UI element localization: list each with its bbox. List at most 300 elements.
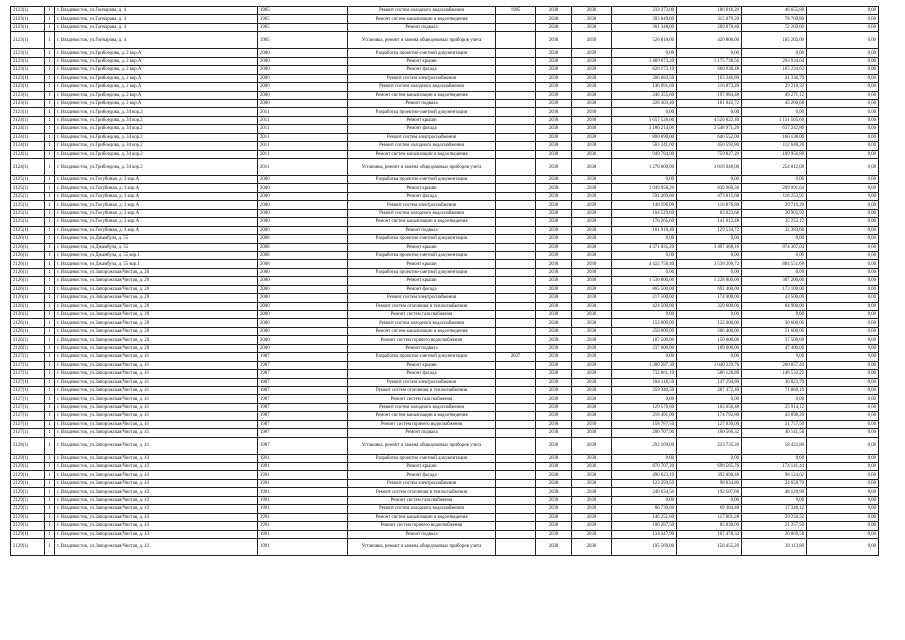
total-cost-cell: 134 347,90 — [612, 530, 677, 538]
address-cell: г. Владивосток, ул.Гончарова, д. 4 — [55, 23, 258, 31]
total-cost-cell: 732 661,10 — [612, 370, 677, 378]
extra-year-cell: 2037 — [496, 353, 536, 361]
address-cell: г. Владивосток, ул.Запорожская/Чистая, д. 20 — [55, 302, 258, 310]
work-type-cell: Ремонт систем канализации и водоотведения — [348, 218, 496, 226]
total-cost-cell: 490 623,10 — [612, 471, 677, 479]
table-row — [11, 83, 879, 91]
row-number-cell: 1 — [45, 353, 55, 361]
owner-cost-cell: 0,00 — [742, 176, 807, 184]
table-row — [11, 505, 879, 513]
fund-cost-cell: 420 808,00 — [677, 32, 742, 49]
row-id-cell: 2126(1) — [11, 319, 45, 327]
fund-cost-cell: 339 600,00 — [677, 302, 742, 310]
plan-year-end-cell: 2038 — [572, 83, 612, 91]
owner-cost-cell: 29 250,32 — [742, 513, 807, 521]
address-cell: г. Владивосток, ул.Голубиная, д. 3 кор.А — [55, 226, 258, 234]
owner-cost-cell: 112 648,20 — [742, 142, 807, 150]
owner-cost-cell: 29 719,20 — [742, 201, 807, 209]
extra-year-cell: 1985 — [496, 7, 536, 15]
work-type-cell: Ремонт крыши — [348, 57, 496, 65]
other-cost-cell: 0,00 — [807, 192, 879, 200]
build-year-cell: 2000 — [258, 344, 348, 352]
table-row — [11, 412, 879, 420]
plan-year-end-cell: 2038 — [572, 463, 612, 471]
build-year-cell: 2000 — [258, 319, 348, 327]
plan-year-end-cell: 2038 — [572, 311, 612, 319]
owner-cost-cell: 260 057,44 — [742, 361, 807, 369]
row-id-cell: 2129(1) — [11, 479, 45, 487]
owner-cost-cell: 24 658,70 — [742, 479, 807, 487]
other-cost-cell: 0,00 — [807, 386, 879, 394]
fund-cost-cell: 0,00 — [677, 454, 742, 462]
other-cost-cell: 0,00 — [807, 471, 879, 479]
plan-year-end-cell: 2038 — [572, 235, 612, 243]
address-cell: г. Владивосток, ул.Джамбула, д. 55 кор.1 — [55, 251, 258, 259]
other-cost-cell: 0,00 — [807, 74, 879, 82]
plan-year-start-cell: 2038 — [536, 235, 572, 243]
owner-cost-cell: 189 956,80 — [742, 150, 807, 158]
plan-year-start-cell: 2038 — [536, 125, 572, 133]
row-id-cell: 2129(1) — [11, 463, 45, 471]
plan-year-end-cell: 2038 — [572, 378, 612, 386]
address-cell: г. Владивосток, ул.Грибоедова, д. 34 кор.2 — [55, 116, 258, 124]
owner-cost-cell: 21 257,50 — [742, 522, 807, 530]
row-number-cell: 1 — [45, 57, 55, 65]
plan-year-end-cell: 2038 — [572, 285, 612, 293]
plan-year-end-cell: 2038 — [572, 277, 612, 285]
fund-cost-cell: 98 634,80 — [677, 479, 742, 487]
extra-year-cell — [496, 336, 536, 344]
total-cost-cell: 184 118,50 — [612, 378, 677, 386]
total-cost-cell: 217 500,00 — [612, 294, 677, 302]
plan-year-end-cell: 2038 — [572, 57, 612, 65]
row-number-cell: 1 — [45, 344, 55, 352]
table-row — [11, 91, 879, 99]
owner-cost-cell: 37 500,00 — [742, 336, 807, 344]
total-cost-cell: 0,00 — [612, 49, 677, 57]
row-id-cell: 2123(1) — [11, 74, 45, 82]
work-type-cell: Ремонт систем холодного водоснабжения — [348, 505, 496, 513]
fund-cost-cell: 3 497 468,16 — [677, 243, 742, 251]
work-type-cell: Разработка проектно-сметной документации — [348, 251, 496, 259]
address-cell: г. Владивосток, ул.Запорожская/Чистая, д. 41 — [55, 370, 258, 378]
fund-cost-cell: 692 400,00 — [677, 285, 742, 293]
row-id-cell: 2126(1) — [11, 327, 45, 335]
row-number-cell: 1 — [45, 15, 55, 23]
plan-year-end-cell: 2038 — [572, 209, 612, 217]
other-cost-cell: 0,00 — [807, 522, 879, 530]
address-cell: г. Владивосток, ул.Грибоедова, д. 2 кор.А — [55, 49, 258, 57]
build-year-cell: 2000 — [258, 226, 348, 234]
plan-year-end-cell: 2038 — [572, 251, 612, 259]
owner-cost-cell: 48 126,90 — [742, 488, 807, 496]
row-number-cell: 1 — [45, 243, 55, 251]
address-cell: г. Владивосток, ул.Запорожская/Чистая, д. 41 — [55, 412, 258, 420]
table-row — [11, 192, 879, 200]
address-cell: г. Владивосток, ул.Джамбула, д. 55 — [55, 235, 258, 243]
table-row — [11, 437, 879, 454]
row-number-cell: 1 — [45, 49, 55, 57]
extra-year-cell — [496, 302, 536, 310]
other-cost-cell: 0,00 — [807, 150, 879, 158]
plan-year-end-cell: 2038 — [572, 370, 612, 378]
row-id-cell: 2129(1) — [11, 488, 45, 496]
plan-year-start-cell: 2038 — [536, 201, 572, 209]
row-id-cell: 2124(1) — [11, 133, 45, 141]
other-cost-cell: 0,00 — [807, 336, 879, 344]
address-cell: г. Владивосток, ул.Запорожская/Чистая, д. 41 — [55, 403, 258, 411]
owner-cost-cell: 0,00 — [742, 496, 807, 504]
build-year-cell: 1985 — [258, 23, 348, 31]
work-type-cell: Ремонт систем канализации и водоотведения — [348, 150, 496, 158]
extra-year-cell — [496, 370, 536, 378]
row-number-cell: 1 — [45, 99, 55, 107]
address-cell: г. Владивосток, ул.Грибоедова, д. 34 кор.2 — [55, 150, 258, 158]
plan-year-start-cell: 2038 — [536, 302, 572, 310]
total-cost-cell: 0,00 — [612, 395, 677, 403]
table-row — [11, 32, 879, 49]
address-cell: г. Владивосток, ул.Запорожская/Чистая, д. 20 — [55, 344, 258, 352]
row-number-cell: 1 — [45, 133, 55, 141]
address-cell: г. Владивосток, ул.Запорожская/Чистая, д. 41 — [55, 420, 258, 428]
plan-year-start-cell: 2038 — [536, 496, 572, 504]
total-cost-cell: 106 287,50 — [612, 522, 677, 530]
owner-cost-cell: 51 600,00 — [742, 327, 807, 335]
row-number-cell: 1 — [45, 403, 55, 411]
other-cost-cell: 0,00 — [807, 184, 879, 192]
plan-year-end-cell: 2038 — [572, 99, 612, 107]
plan-year-start-cell: 2038 — [536, 184, 572, 192]
work-type-cell: Ремонт подвала — [348, 226, 496, 234]
build-year-cell: 2000 — [258, 201, 348, 209]
table-row — [11, 378, 879, 386]
fund-cost-cell: 174 000,00 — [677, 294, 742, 302]
table-row — [11, 235, 879, 243]
work-type-cell: Ремонт крыши — [348, 361, 496, 369]
plan-year-start-cell: 2038 — [536, 15, 572, 23]
plan-year-start-cell: 2038 — [536, 336, 572, 344]
table-row — [11, 429, 879, 437]
plan-year-end-cell: 2038 — [572, 386, 612, 394]
row-number-cell: 1 — [45, 74, 55, 82]
owner-cost-cell: 35 253,12 — [742, 218, 807, 226]
build-year-cell: 1991 — [258, 505, 348, 513]
row-number-cell: 1 — [45, 201, 55, 209]
plan-year-end-cell: 2038 — [572, 294, 612, 302]
plan-year-start-cell: 2038 — [536, 463, 572, 471]
row-id-cell: 2126(1) — [11, 302, 45, 310]
total-cost-cell: 826 173,10 — [612, 66, 677, 74]
other-cost-cell: 0,00 — [807, 125, 879, 133]
row-id-cell: 2127(1) — [11, 370, 45, 378]
extra-year-cell — [496, 251, 536, 259]
address-cell: г. Владивосток, ул.Грибоедова, д. 34 кор.2 — [55, 108, 258, 116]
fund-cost-cell: 206 400,00 — [677, 327, 742, 335]
address-cell: г. Владивосток, ул.Грибоедова, д. 2 кор.А — [55, 74, 258, 82]
fund-cost-cell: 696 565,76 — [677, 463, 742, 471]
other-cost-cell: 0,00 — [807, 285, 879, 293]
plan-year-start-cell: 2038 — [536, 159, 572, 176]
plan-year-start-cell: 2038 — [536, 142, 572, 150]
address-cell: г. Владивосток, ул.Гончарова, д. 4 — [55, 15, 258, 23]
other-cost-cell: 0,00 — [807, 437, 879, 454]
other-cost-cell: 0,00 — [807, 311, 879, 319]
row-id-cell: 2127(1) — [11, 353, 45, 361]
extra-year-cell — [496, 150, 536, 158]
extra-year-cell — [496, 184, 536, 192]
build-year-cell: 2000 — [258, 302, 348, 310]
address-cell: г. Владивосток, ул.Запорожская/Чистая, д. 41 — [55, 386, 258, 394]
address-cell: г. Владивосток, ул.Грибоедова, д. 34 кор.2 — [55, 142, 258, 150]
row-number-cell: 1 — [45, 116, 55, 124]
owner-cost-cell: 174 141,44 — [742, 463, 807, 471]
fund-cost-cell: 287 472,40 — [677, 386, 742, 394]
fund-cost-cell: 0,00 — [677, 251, 742, 259]
row-number-cell: 1 — [45, 319, 55, 327]
total-cost-cell: 0,00 — [612, 108, 677, 116]
row-number-cell: 1 — [45, 251, 55, 259]
work-type-cell: Ремонт систем горячего водоснабжения — [348, 522, 496, 530]
other-cost-cell: 0,00 — [807, 488, 879, 496]
address-cell: г. Владивосток, ул.Запорожская/Чистая, д. 41 — [55, 395, 258, 403]
address-cell: г. Владивосток, ул.Грибоедова, д. 34 кор.2 — [55, 125, 258, 133]
other-cost-cell: 0,00 — [807, 49, 879, 57]
owner-cost-cell: 209 991,64 — [742, 184, 807, 192]
work-type-cell: Ремонт систем горячего водоснабжения — [348, 420, 496, 428]
row-id-cell: 2129(1) — [11, 538, 45, 555]
total-cost-cell: 563 241,00 — [612, 142, 677, 150]
address-cell: г. Владивосток, ул.Запорожская/Чистая, д. 20 — [55, 268, 258, 276]
work-type-cell: Ремонт подвала — [348, 99, 496, 107]
owner-cost-cell: 105 202,00 — [742, 32, 807, 49]
total-cost-cell: 0,00 — [612, 496, 677, 504]
fund-cost-cell: 586 128,88 — [677, 370, 742, 378]
total-cost-cell: 424 500,00 — [612, 302, 677, 310]
build-year-cell: 1987 — [258, 370, 348, 378]
build-year-cell: 2008 — [258, 251, 348, 259]
owner-cost-cell: 884 551,68 — [742, 260, 807, 268]
owner-cost-cell: 39 113,80 — [742, 538, 807, 555]
other-cost-cell: 0,00 — [807, 395, 879, 403]
fund-cost-cell: 192 507,60 — [677, 488, 742, 496]
plan-year-start-cell: 2038 — [536, 74, 572, 82]
plan-year-end-cell: 2038 — [572, 327, 612, 335]
total-cost-cell: 226 303,40 — [612, 99, 677, 107]
plan-year-start-cell: 2038 — [536, 91, 572, 99]
owner-cost-cell: 29 218,32 — [742, 83, 807, 91]
table-row — [11, 538, 879, 555]
total-cost-cell: 0,00 — [612, 353, 677, 361]
address-cell: г. Владивосток, ул.Грибоедова, д. 2 кор.А — [55, 83, 258, 91]
total-cost-cell: 1 536 000,00 — [612, 277, 677, 285]
plan-year-start-cell: 2038 — [536, 429, 572, 437]
address-cell: г. Владивосток, ул.Запорожская/Чистая, д. 43 — [55, 488, 258, 496]
row-number-cell: 1 — [45, 454, 55, 462]
total-cost-cell: 4 422 758,40 — [612, 260, 677, 268]
other-cost-cell: 0,00 — [807, 133, 879, 141]
fund-cost-cell: 839 966,56 — [677, 184, 742, 192]
row-number-cell: 1 — [45, 496, 55, 504]
total-cost-cell: 187 500,00 — [612, 336, 677, 344]
address-cell: г. Владивосток, ул.Джамбула, д. 55 — [55, 243, 258, 251]
row-id-cell: 2129(1) — [11, 530, 45, 538]
total-cost-cell: 148 596,00 — [612, 201, 677, 209]
row-id-cell: 2124(1) — [11, 150, 45, 158]
plan-year-end-cell: 2038 — [572, 201, 612, 209]
work-type-cell: Ремонт систем канализации и водоотведения — [348, 327, 496, 335]
work-type-cell: Ремонт систем электроснабжения — [348, 479, 496, 487]
build-year-cell: 1991 — [258, 479, 348, 487]
row-id-cell: 2129(1) — [11, 505, 45, 513]
other-cost-cell: 0,00 — [807, 429, 879, 437]
row-number-cell: 1 — [45, 336, 55, 344]
build-year-cell: 1987 — [258, 437, 348, 454]
address-cell: г. Владивосток, ул.Грибоедова, д. 2 кор.А — [55, 99, 258, 107]
table-row — [11, 57, 879, 65]
extra-year-cell — [496, 57, 536, 65]
row-number-cell: 1 — [45, 142, 55, 150]
owner-cost-cell: 41 336,70 — [742, 74, 807, 82]
total-cost-cell: 104 529,60 — [612, 209, 677, 217]
work-type-cell: Ремонт фасада — [348, 285, 496, 293]
work-type-cell: Ремонт систем канализации и водоотведения — [348, 15, 496, 23]
fund-cost-cell: 103 656,48 — [677, 403, 742, 411]
total-cost-cell: 1 469 673,20 — [612, 57, 677, 65]
work-type-cell: Ремонт систем холодного водоснабжения — [348, 209, 496, 217]
other-cost-cell: 0,00 — [807, 277, 879, 285]
fund-cost-cell: 660 938,48 — [677, 66, 742, 74]
row-id-cell: 2125(1) — [11, 184, 45, 192]
other-cost-cell: 0,00 — [807, 505, 879, 513]
fund-cost-cell: 233 735,20 — [677, 437, 742, 454]
plan-year-start-cell: 2038 — [536, 108, 572, 116]
build-year-cell: 1987 — [258, 420, 348, 428]
fund-cost-cell: 0,00 — [677, 353, 742, 361]
row-id-cell: 2127(1) — [11, 429, 45, 437]
fund-cost-cell: 117 001,28 — [677, 513, 742, 521]
address-cell: г. Владивосток, ул.Запорожская/Чистая, д. 43 — [55, 479, 258, 487]
fund-cost-cell: 2 548 971,20 — [677, 125, 742, 133]
plan-year-start-cell: 2038 — [536, 150, 572, 158]
table-row — [11, 133, 879, 141]
total-cost-cell: 146 091,60 — [612, 83, 677, 91]
work-type-cell: Ремонт систем электроснабжения — [348, 378, 496, 386]
total-cost-cell: 359 340,50 — [612, 386, 677, 394]
plan-year-end-cell: 2038 — [572, 243, 612, 251]
owner-cost-cell: 30 600,00 — [742, 319, 807, 327]
row-number-cell: 1 — [45, 505, 55, 513]
owner-cost-cell: 165 234,62 — [742, 66, 807, 74]
fund-cost-cell: 160 566,32 — [677, 429, 742, 437]
fund-cost-cell: 156 455,20 — [677, 538, 742, 555]
other-cost-cell: 0,00 — [807, 235, 879, 243]
extra-year-cell — [496, 159, 536, 176]
address-cell: г. Владивосток, ул.Голубиная, д. 3 кор.А — [55, 209, 258, 217]
build-year-cell: 1991 — [258, 530, 348, 538]
extra-year-cell — [496, 49, 536, 57]
plan-year-end-cell: 2038 — [572, 91, 612, 99]
total-cost-cell: 0,00 — [612, 454, 677, 462]
row-id-cell: 2123(1) — [11, 91, 45, 99]
build-year-cell: 2000 — [258, 83, 348, 91]
total-cost-cell: 86 730,60 — [612, 505, 677, 513]
build-year-cell: 1991 — [258, 513, 348, 521]
fund-cost-cell: 0,00 — [677, 395, 742, 403]
owner-cost-cell: 71 868,10 — [742, 386, 807, 394]
row-number-cell: 1 — [45, 32, 55, 49]
row-number-cell: 1 — [45, 226, 55, 234]
plan-year-end-cell: 2038 — [572, 159, 612, 176]
other-cost-cell: 0,00 — [807, 7, 879, 15]
plan-year-end-cell: 2038 — [572, 353, 612, 361]
row-id-cell: 2126(1) — [11, 243, 45, 251]
row-id-cell: 2126(1) — [11, 294, 45, 302]
fund-cost-cell: 150 000,00 — [677, 336, 742, 344]
address-cell: г. Владивосток, ул.Грибоедова, д. 34 кор.2 — [55, 159, 258, 176]
build-year-cell: 2000 — [258, 311, 348, 319]
row-id-cell: 2127(1) — [11, 361, 45, 369]
total-cost-cell: 4 371 835,20 — [612, 243, 677, 251]
fund-cost-cell: 129 534,72 — [677, 226, 742, 234]
fund-cost-cell: 122 400,00 — [677, 319, 742, 327]
total-cost-cell: 0,00 — [612, 311, 677, 319]
owner-cost-cell: 72 269,60 — [742, 23, 807, 31]
extra-year-cell — [496, 108, 536, 116]
build-year-cell: 1991 — [258, 496, 348, 504]
address-cell: г. Владивосток, ул.Запорожская/Чистая, д. 43 — [55, 522, 258, 530]
address-cell: г. Владивосток, ул.Голубиная, д. 3 кор.А — [55, 201, 258, 209]
other-cost-cell: 0,00 — [807, 454, 879, 462]
row-number-cell: 1 — [45, 285, 55, 293]
address-cell: г. Владивосток, ул.Запорожская/Чистая, д. 41 — [55, 429, 258, 437]
fund-cost-cell: 174 792,80 — [677, 412, 742, 420]
extra-year-cell — [496, 412, 536, 420]
table-row — [11, 7, 879, 15]
row-id-cell: 2127(1) — [11, 386, 45, 394]
table-row — [11, 49, 879, 57]
total-cost-cell: 123 293,50 — [612, 479, 677, 487]
address-cell: г. Владивосток, ул.Запорожская/Чистая, д. 43 — [55, 538, 258, 555]
row-id-cell: 2126(1) — [11, 251, 45, 259]
plan-year-start-cell: 2038 — [536, 361, 572, 369]
table-row — [11, 403, 879, 411]
plan-year-start-cell: 2038 — [536, 251, 572, 259]
owner-cost-cell: 118 253,92 — [742, 192, 807, 200]
total-cost-cell: 146 251,60 — [612, 513, 677, 521]
owner-cost-cell: 36 823,70 — [742, 378, 807, 386]
extra-year-cell — [496, 479, 536, 487]
plan-year-end-cell: 2038 — [572, 226, 612, 234]
build-year-cell: 1987 — [258, 386, 348, 394]
row-number-cell: 1 — [45, 420, 55, 428]
row-id-cell: 2123(1) — [11, 57, 45, 65]
total-cost-cell: 5 657 528,00 — [612, 116, 677, 124]
build-year-cell: 2011 — [258, 133, 348, 141]
plan-year-start-cell: 2038 — [536, 32, 572, 49]
other-cost-cell: 0,00 — [807, 159, 879, 176]
other-cost-cell: 0,00 — [807, 201, 879, 209]
extra-year-cell — [496, 125, 536, 133]
build-year-cell: 2000 — [258, 268, 348, 276]
owner-cost-cell: 58 433,80 — [742, 437, 807, 454]
total-cost-cell: 1 049 958,20 — [612, 184, 677, 192]
fund-cost-cell: 392 498,48 — [677, 471, 742, 479]
row-number-cell: 1 — [45, 412, 55, 420]
row-id-cell: 2123(1) — [11, 99, 45, 107]
work-type-cell: Ремонт крыши — [348, 277, 496, 285]
row-id-cell: 2123(1) — [11, 7, 45, 15]
other-cost-cell: 0,00 — [807, 83, 879, 91]
